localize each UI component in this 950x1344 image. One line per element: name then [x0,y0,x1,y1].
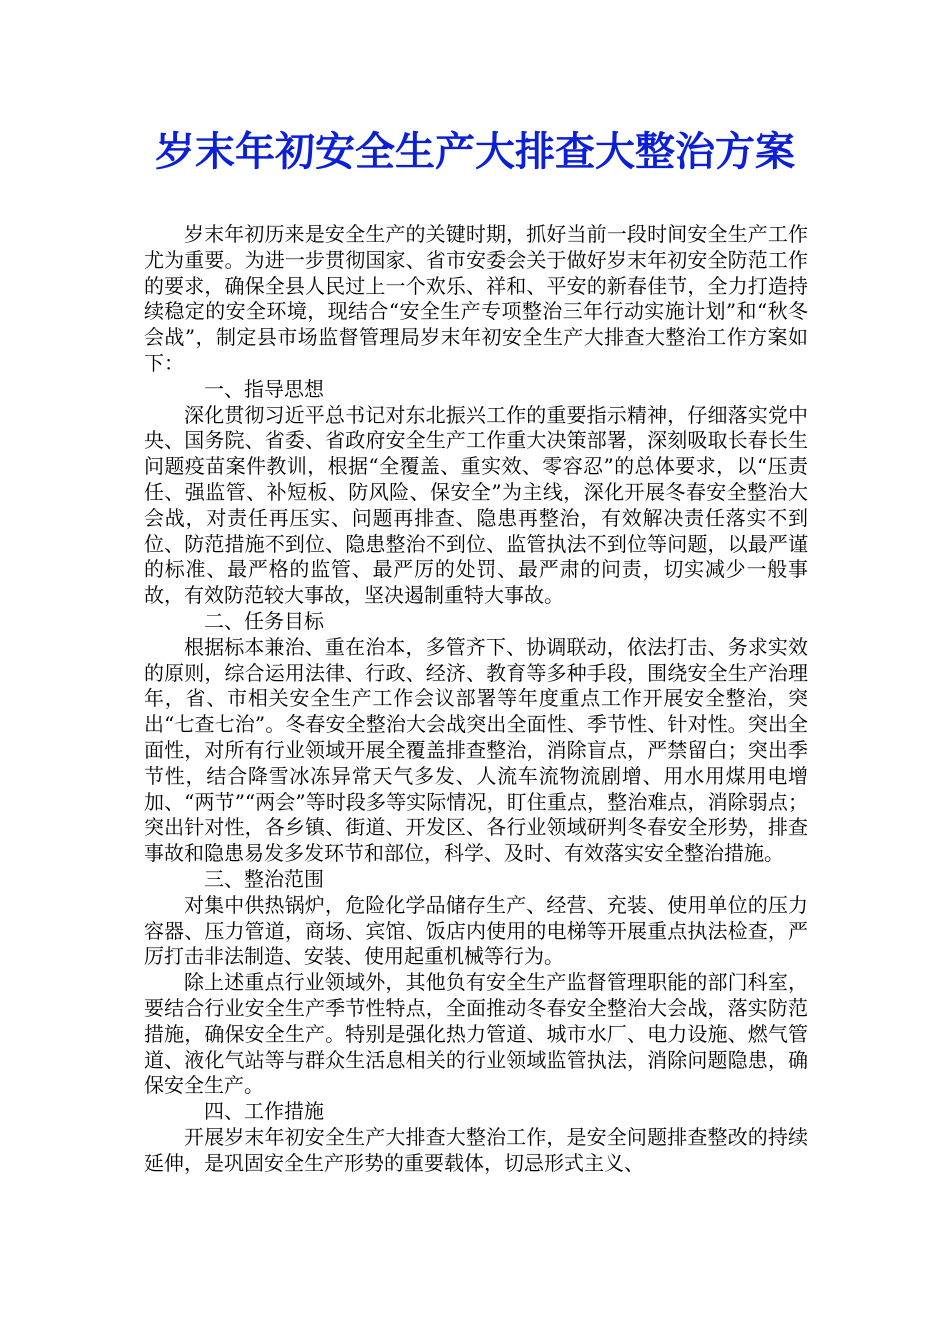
section-heading-work-measures: 四、工作措施 [204,1099,324,1124]
task-goals-paragraph: 根据标本兼治、重在治本，多管齐下、协调联动，依法打击、务求实效的原则，综合运用法律、行政、经济、教育等多种手段，围绕安全生产治理年，省、市相关安全生产工作会议部署等年度重点工作开展安全整治，突出“七查七治”。冬春安全整治大会战突出全面性、季节性、针对性。突出全面性，对所有行业领域开展全覆盖排查整治，消除盲点，严禁留白；突出季节性，结合降雪冰冻异常天气多发、人流车流物流剧增、用水用煤用电增加、“两节”“两会”等时段多等实际情况，盯住重点，整治难点，消除弱点；突出针对性，各乡镇、街道、开发区、各行业领域研判冬春安全形势，排查事故和隐患易发多发环节和部位，科学、及时、有效落实安全整治措施。 [144,634,808,866]
intro-paragraph: 岁末年初历来是安全生产的关键时期，抓好当前一段时间安全生产工作尤为重要。为进一步贯彻国家、省市安委会关于做好岁末年初安全防范工作的要求，确保全县人民过上一个欢乐、祥和、平安的新春佳节，全力打造持续稳定的安全环境，现结合“安全生产专项整治三年行动实施计划”和“秋冬会战”，制定县市场监督管理局岁末年初安全生产大排查大整治工作方案如下： [144,222,808,375]
section-heading-guiding-ideology: 一、指导思想 [204,376,324,401]
guiding-ideology-paragraph: 深化贯彻习近平总书记对东北振兴工作的重要指示精神，仔细落实党中央、国务院、省委、省政府安全生产工作重大决策部署，深刻吸取长春长生问题疫苗案件教训，根据“全覆盖、重实效、零容忍”的总体要求，以“压责任、强监管、补短板、防风险、保安全”为主线，深化开展冬春安全整治大会战，对责任再压实、问题再排查、隐患再整治，有效解决责任落实不到位、防范措施不到位、隐患整治不到位、监管执法不到位等问题，以最严谨的标准、最严格的监管、最严厉的处罚、最严肃的问责，切实减少一般事故，有效防范较大事故，坚决遏制重特大事故。 [144,402,808,608]
document-body [144,222,808,1176]
rectification-scope-paragraph-1: 对集中供热锅炉，危险化学品储存生产、经营、充装、使用单位的压力容器、压力管道，商场、宾馆、饭店内使用的电梯等开展重点执法检查，严厉打击非法制造、安装、使用起重机械等行为。 [144,892,808,969]
section-heading-task-goals: 二、任务目标 [204,608,324,633]
document-title: 岁末年初安全生产大排查大整治方案 [155,128,795,175]
rectification-scope-paragraph-2: 除上述重点行业领域外，其他负有安全生产监督管理职能的部门科室，要结合行业安全生产季节性特点，全面推动冬春安全整治大会战，落实防范措施，确保安全生产。特别是强化热力管道、城市水厂、电力设施、燃气管道、液化气站等与群众生活息相关的行业领域监管执法，消除问题隐患，确保安全生产。 [144,970,808,1098]
work-measures-paragraph: 开展岁末年初安全生产大排查大整治工作，是安全问题排查整改的持续延伸，是巩固安全生产形势的重要载体，切忌形式主义、 [144,1124,808,1175]
section-heading-rectification-scope: 三、整治范围 [204,866,324,891]
